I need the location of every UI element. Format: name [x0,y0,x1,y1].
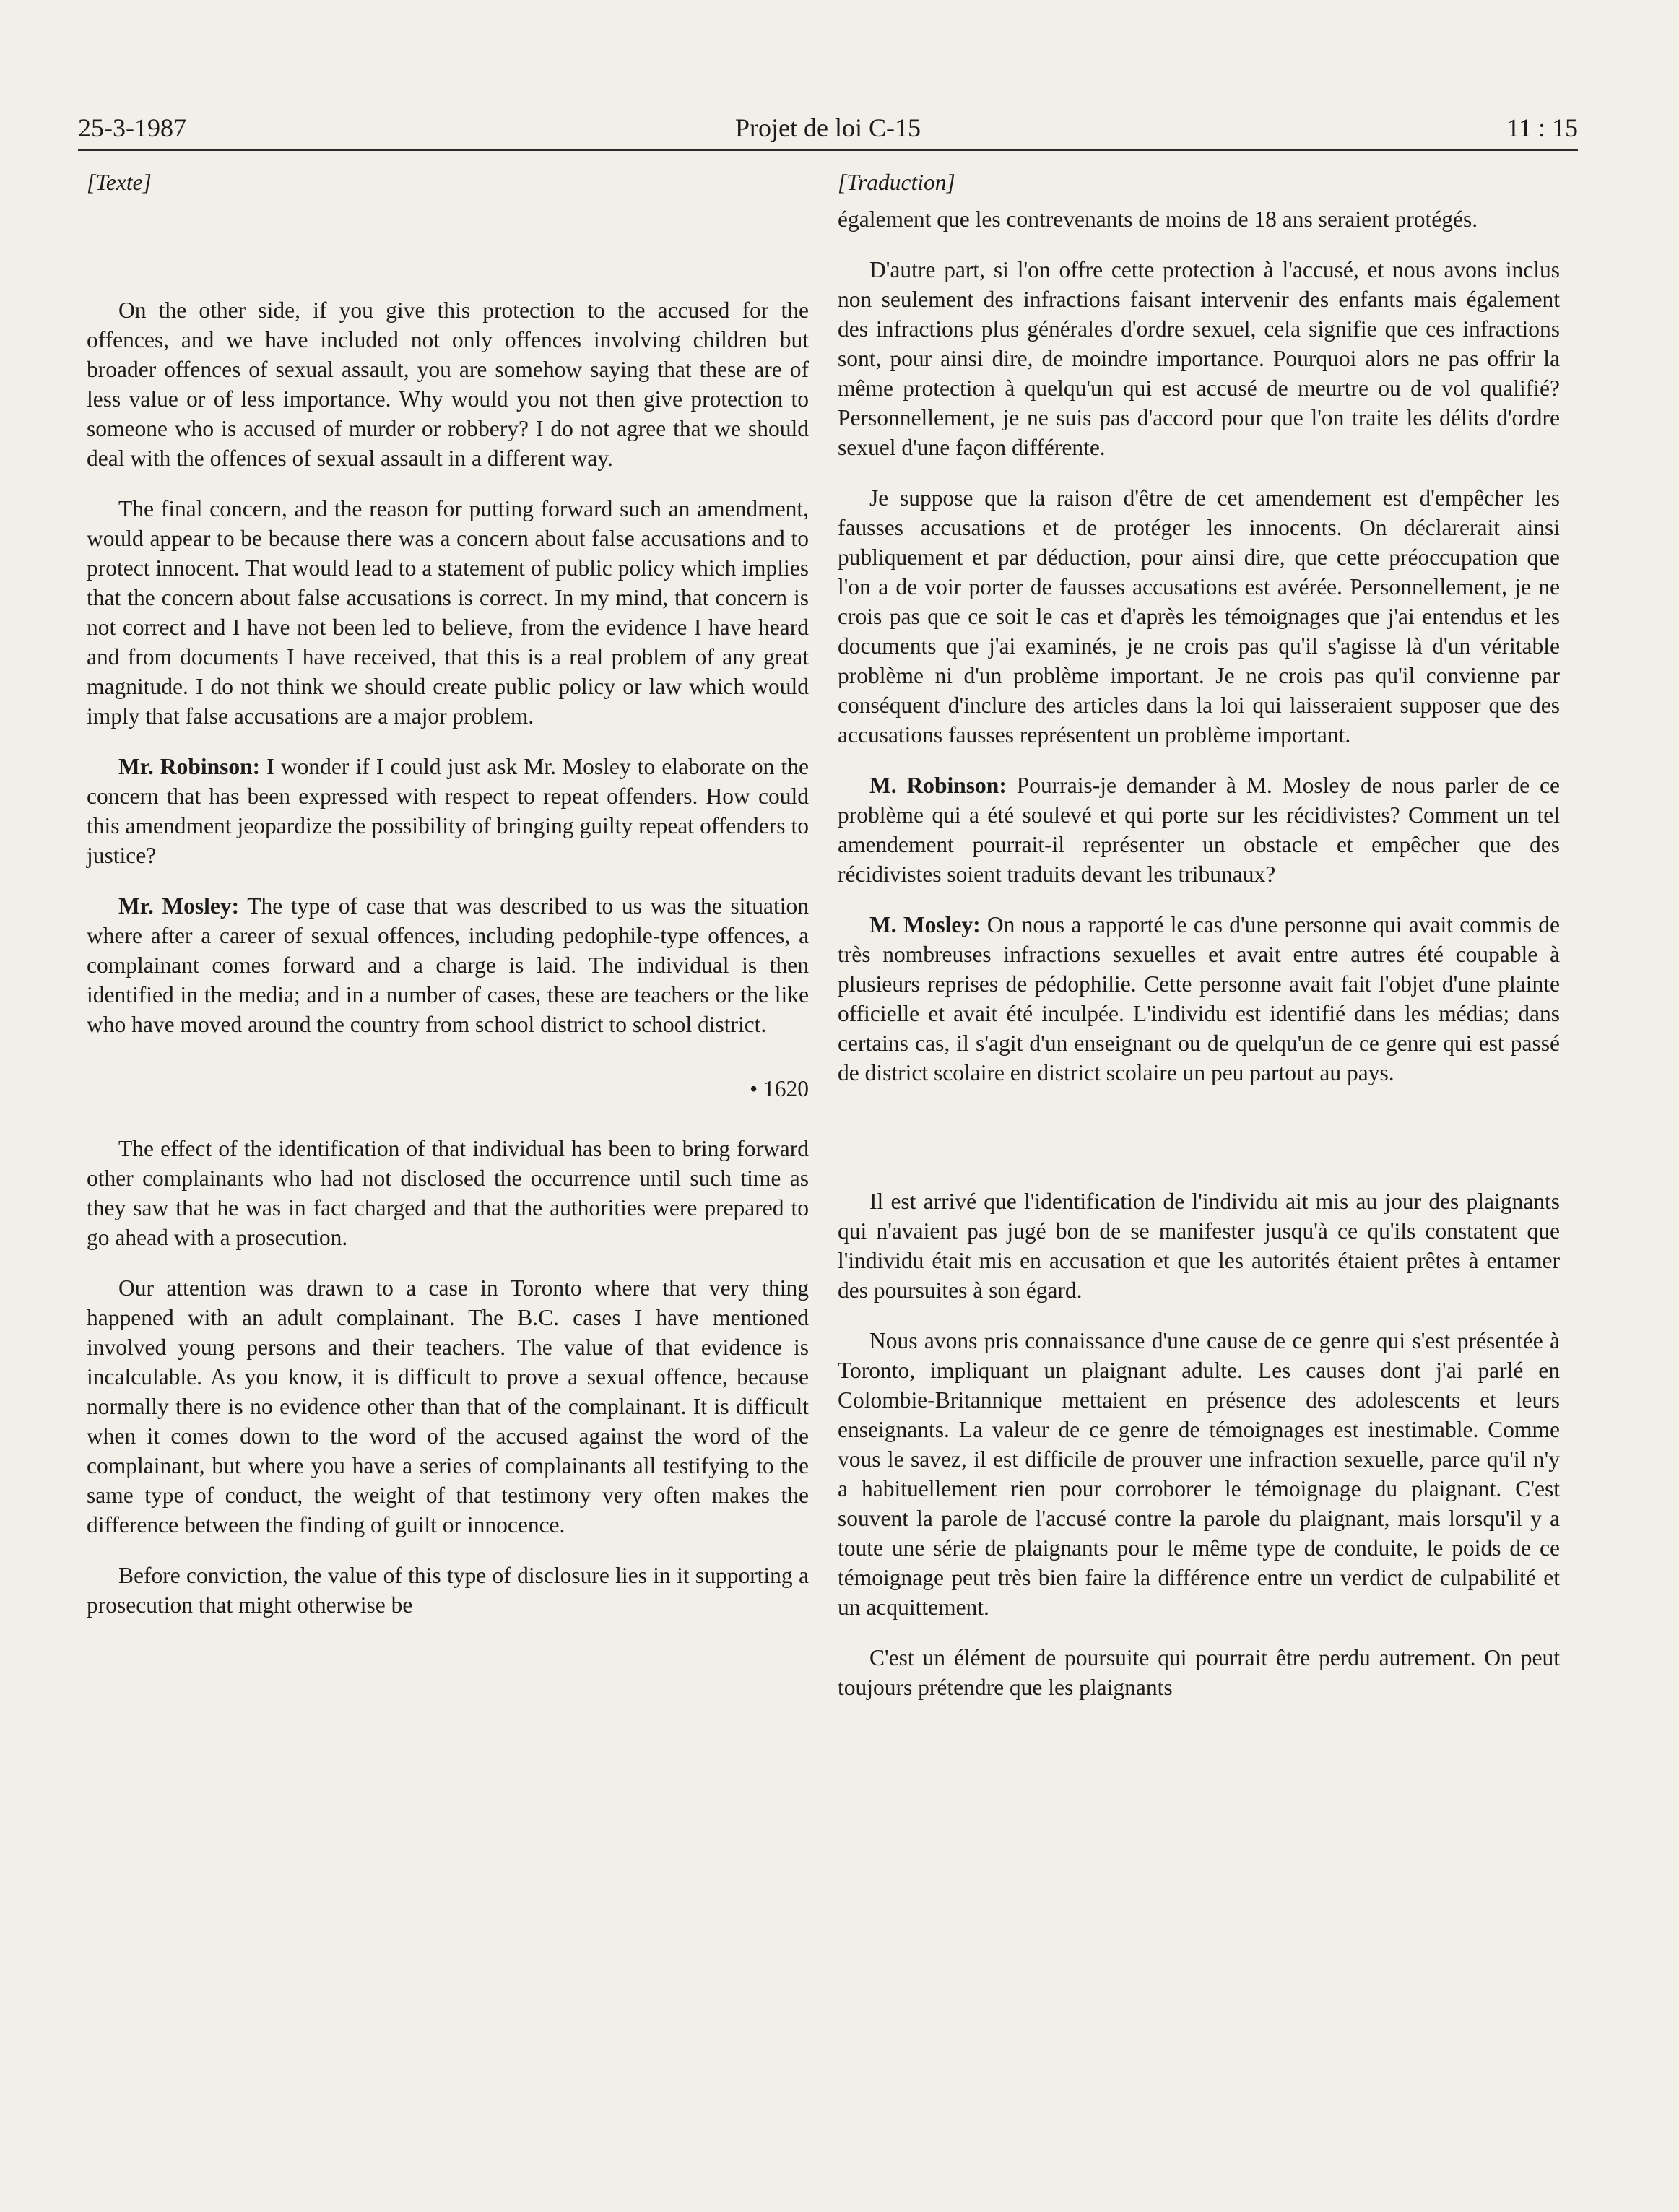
paragraph: Nous avons pris connaissance d'une cause de ce genre qui s'est présentée à Toronto, impliquant un plaignant adulte. Les causes dont j'ai parlé en Colombie-Britannique mettaient en présence des adolescents et leurs enseignants. La valeur de ce genre de témoignages est inestimable. Comme vous le savez, il est difficile de prouver une infraction sexuelle, parce qu'il n'y a habituellement rien pour corroborer le témoignage du plaignant. C'est souvent la parole de l'accusé contre la parole du plaignant, mais lorsqu'il y a toute une série de plaignants pour le même type de conduite, le poids de ce témoignage peut très bien faire la différence entre un verdict de culpabilité et un acquittement. [838,1328,1560,1620]
paragraph: également que les contrevenants de moins de 18 ans seraient protégés. [838,207,1478,232]
paragraph: On the other side, if you give this protection to the accused for the offences, and we have included not only offences involving children but broader offences of sexual assault, you are somehow saying that these are of less value or of less importance. Why would you not then give protection to someone who is accused of murder or robbery? I do not agree that we should deal with the offences of sexual assault in a different way. [87,298,809,471]
paragraph: Il est arrivé que l'identification de l'individu ait mis au jour des plaignants qui n'avaient pas jugé bon de se manifester jusqu'à ce qu'ils constatent que l'individu était mis en accusation et que les autorités étaient prêtes à entamer des poursuites à son égard. [838,1189,1560,1303]
french-column [838,168,1560,1723]
paragraph: Before conviction, the value of this type of disclosure lies in it supporting a prosecution that might otherwise be [87,1563,809,1618]
header-title: Projet de loi C-15 [735,113,921,142]
speaker-name: M. Mosley: [869,912,981,937]
english-column [87,168,809,1641]
speech-text: On nous a rapporté le cas d'une personne qui avait commis de très nombreuses infractions sexuelles et avait entre autres été coupable à plusieurs reprises de pédophilie. Cette personne avait fait l'objet d'une plainte officielle et avait été inculpée. L'individu est identifié dans les médias; dans certains cas, il s'agit d'un enseignant ou de quelqu'un de ce genre qui est passé de district scolaire en district scolaire un peu partout au pays. [838,912,1560,1085]
page-header [78,108,1578,151]
translation-label: [Traduction] [838,170,955,195]
text-label: [Texte] [87,170,152,195]
speech-text: I wonder if I could just ask Mr. Mosley to elaborate on the concern that has been expressed with respect to repeat offenders. How could this amendment jeopardize the possibility of bringing guilty repeat offenders to justice? [87,754,809,868]
paragraph: The final concern, and the reason for putting forward such an amendment, would appear to be because there was a concern about false accusations and to protect innocent. That would lead to a statement of public policy which implies that the concern about false accusations is correct. In my mind, that concern is not correct and I have not been led to believe, from the evidence I have heard and from documents I have received, that this is a real problem of any great magnitude. I do not think we should create public policy or law which would imply that false accusations are a major problem. [87,496,809,729]
header-page-number: 11 : 15 [1506,113,1578,142]
paragraph [87,752,809,870]
paragraph: D'autre part, si l'on offre cette protection à l'accusé, et nous avons inclus non seulement des infractions faisant intervenir des enfants mais également des infractions plus générales d'ordre sexuel, cela signifie que ces infractions sont, pour ainsi dire, de moindre importance. Pourquoi alors ne pas offrir la même protection à quelqu'un qui est accusé de meurtre ou de vol qualifié? Personnellement, je ne suis pas d'accord pour que l'on traite les délits d'ordre sexuel d'une façon différente. [838,257,1560,460]
paragraph [87,891,809,1039]
timestamp: • 1620 [750,1076,809,1101]
speaker-name: M. Robinson: [869,773,1007,798]
speaker-name: Mr. Mosley: [118,893,240,919]
paragraph [838,910,1560,1088]
paragraph: Our attention was drawn to a case in Toronto where that very thing happened with an adult complainant. The B.C. cases I have mentioned involved young persons and their teachers. The value of that evidence is incalculable. As you know, it is difficult to prove a sexual offence, because normally there is no evidence other than that of the complainant. It is difficult when it comes down to the word of the accused against the word of the complainant, but where you have a series of complainants all testifying to the same type of conduct, the weight of that testimony very often makes the difference between the finding of guilt or innocence. [87,1275,809,1537]
speech-text: Pourrais-je demander à M. Mosley de nous parler de ce problème qui a été soulevé et qui porte sur les récidivistes? Comment un tel amendement pourrait-il représenter un obstacle et empêcher que des récidivistes soient traduits devant les tribunaux? [838,773,1561,887]
header-date: 25-3-1987 [78,113,186,142]
speech-text: The type of case that was described to us was the situation where after a career of sexual offences, including pedophile-type offences, a complainant comes forward and a charge is laid. The individual is then identified in the media; and in a number of cases, these are teachers or the like who have moved around the country from school district to school district. [87,893,809,1037]
paragraph: Je suppose que la raison d'être de cet amendement est d'empêcher les fausses accusations et de protéger les innocents. On déclarerait ainsi publiquement et par déduction, pour ainsi dire, que cette préoccupation que l'on a de voir porter de fausses accusations est avérée. Personnellement, je ne crois pas que ce soit le cas et d'après les témoignages que j'ai entendus et les documents que j'ai examinés, je ne crois pas qu'il s'agisse là d'un véritable problème ni d'un problème important. Je ne crois pas qu'il convienne par conséquent d'inclure des articles dans la loi qui laisseraient supposer que des accusations fausses représentent un problème important. [838,485,1560,747]
paragraph: The effect of the identification of that individual has been to bring forward other complainants who had not disclosed the occurrence until such time as they saw that he was in fact charged and that the authorities were prepared to go ahead with a prosecution. [87,1136,809,1250]
paragraph [838,771,1560,889]
speaker-name: Mr. Robinson: [118,754,261,779]
paragraph: C'est un élément de poursuite qui pourrait être perdu autrement. On peut toujours prétendre que les plaignants [838,1645,1560,1700]
